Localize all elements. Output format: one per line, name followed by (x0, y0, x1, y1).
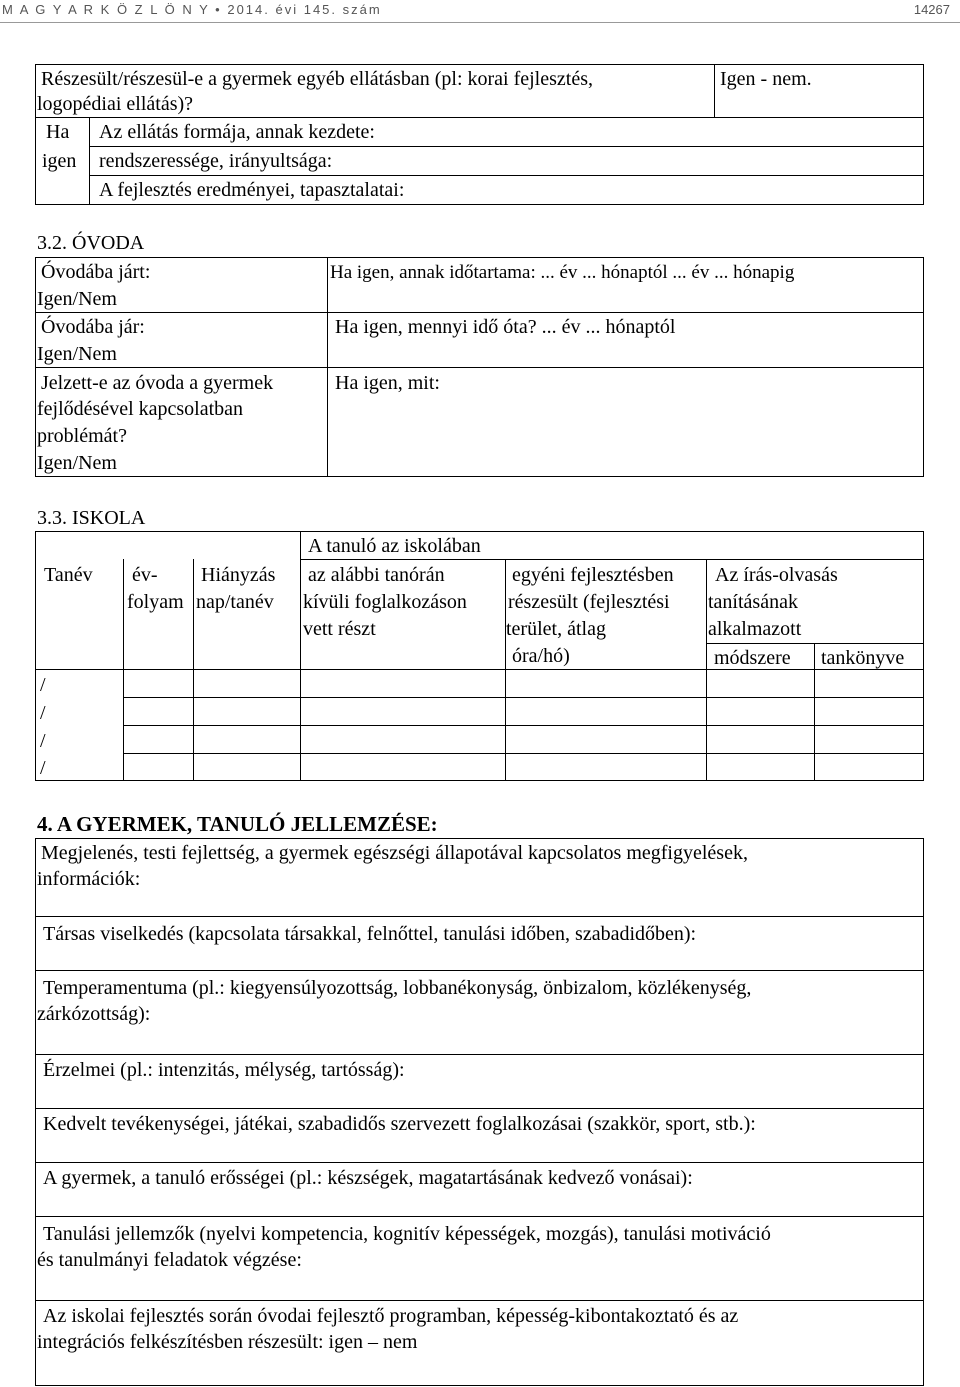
school-program-field-cont[interactable]: integrációs felkészítésben részesült: igen – nem (37, 1331, 418, 1353)
page-header (0, 0, 960, 22)
appearance-field-cont: információk: (37, 868, 141, 890)
kindergarten-attending-label: Óvodába jár: (41, 316, 145, 338)
if-yes-label-cont: igen (42, 150, 77, 172)
divider (35, 970, 924, 971)
divider (123, 697, 924, 698)
other-care-question-cont: logopédiai ellátás)? (37, 93, 194, 115)
learning-traits-field-cont: és tanulmányi feladatok végzése: (37, 1249, 302, 1271)
temperament-field[interactable]: Temperamentuma (pl.: kiegyensúlyozottság, lobbanékonyság, önbizalom, közlékenység, (43, 977, 752, 999)
emotions-field[interactable]: Érzelmei (pl.: intenzitás, mélység, tartósság): (43, 1059, 405, 1081)
kindergarten-since-field[interactable]: Ha igen, mennyi idő óta? ... év ... hónaptól (335, 316, 676, 338)
table-row[interactable]: / (40, 674, 46, 696)
school-group-header: A tanuló az iskolában (308, 535, 481, 557)
care-results-field[interactable]: A fejlesztés eredményei, tapasztalatai: (99, 179, 405, 201)
kindergarten-problem-what-field[interactable]: Ha igen, mit: (335, 372, 440, 394)
col-absence-cont: nap/tanév (196, 591, 274, 613)
social-behavior-field[interactable]: Társas viselkedés (kapcsolata társakkal, felnőttel, tanulási időben, szabadidőben): (43, 923, 697, 945)
divider (814, 643, 815, 780)
col-individual-dev-3: terület, átlag (506, 618, 606, 640)
divider (300, 531, 301, 780)
kindergarten-duration-field[interactable]: Ha igen, annak időtartama: ... év ... hónaptól ... év ... hónapig (330, 262, 795, 283)
col-individual-dev-4: óra/hó) (512, 645, 570, 667)
divider (35, 1300, 924, 1301)
divider (714, 64, 715, 118)
care-form-field[interactable]: Az ellátás formája, annak kezdete: (99, 121, 375, 143)
col-literacy-2: tanításának (708, 591, 798, 613)
col-textbook: tankönyve (821, 647, 905, 669)
journal-title (2, 2, 382, 17)
activities-field[interactable]: Kedvelt tevékenységei, játékai, szabadidős szervezett foglalkozásai (szakkör, sport, stb.): (43, 1113, 756, 1135)
col-individual-dev: egyéni fejlesztésben (512, 564, 674, 586)
kindergarten-attended-yesno[interactable]: Igen/Nem (37, 288, 117, 310)
school-title: 3.3. ISKOLA (37, 507, 146, 529)
divider (35, 1054, 924, 1055)
strengths-field[interactable]: A gyermek, a tanuló erősségei (pl.: készségek, magatartásának kedvező vonásai): (43, 1167, 693, 1189)
divider (35, 1216, 924, 1217)
table-row[interactable]: / (40, 730, 46, 752)
other-care-question: Részesült/részesül-e a gyermek egyéb ellátásban (pl: korai fejlesztés, (41, 68, 593, 90)
page-number: 14267 (913, 2, 950, 17)
divider (35, 1162, 924, 1163)
kindergarten-problem-label-3: problémát? (37, 425, 127, 447)
divider (89, 146, 924, 147)
kindergarten-problem-label: Jelzett-e az óvoda a gyermek (41, 372, 274, 394)
if-yes-label: Ha (46, 121, 70, 143)
divider (35, 1108, 924, 1109)
kindergarten-problem-yesno[interactable]: Igen/Nem (37, 452, 117, 474)
kindergarten-title: 3.2. ÓVODA (37, 232, 145, 254)
divider (89, 117, 90, 204)
school-program-field[interactable]: Az iskolai fejlesztés során óvodai fejlesztő programban, képesség-kibontakoztató és az (43, 1305, 739, 1327)
learning-traits-field[interactable]: Tanulási jellemzők (nyelvi kompetencia, kognitív képességek, mozgás), tanulási motiváció (43, 1223, 771, 1245)
divider (123, 725, 924, 726)
header-divider (0, 22, 960, 23)
col-literacy-3: alkalmazott (708, 618, 802, 640)
divider (35, 916, 924, 917)
journal-name: M A G Y A R K Ö Z L Ö N Y (2, 2, 210, 17)
kindergarten-attended-label: Óvodába járt: (41, 261, 151, 283)
issue-label: 2014. évi 145. szám (227, 2, 382, 17)
divider (89, 175, 924, 176)
divider (35, 367, 924, 368)
col-extracurricular-2: kívüli foglalkozáson (303, 591, 467, 613)
divider (123, 753, 924, 754)
temperament-field-cont: zárkózottság): (37, 1003, 151, 1025)
col-extracurricular-3: vett részt (303, 618, 376, 640)
characterization-title: 4. A GYERMEK, TANULÓ JELLEMZÉSE: (37, 812, 438, 836)
divider (35, 669, 924, 670)
col-extracurricular: az alábbi tanórán (308, 564, 445, 586)
divider (35, 312, 924, 313)
kindergarten-attending-yesno[interactable]: Igen/Nem (37, 343, 117, 365)
kindergarten-problem-label-2: fejlődésével kapcsolatban (37, 398, 244, 420)
col-absence: Hiányzás (201, 564, 276, 586)
divider (706, 643, 924, 644)
col-grade: év- (132, 564, 158, 586)
col-individual-dev-2: részesült (fejlesztési (508, 591, 670, 613)
other-care-answer[interactable]: Igen - nem. (720, 68, 812, 90)
care-regularity-field[interactable]: rendszeressége, irányultsága: (99, 150, 333, 172)
appearance-field[interactable]: Megjelenés, testi fejlettség, a gyermek egészségi állapotával kapcsolatos megfigyelések, (41, 842, 748, 864)
table-row[interactable]: / (40, 757, 46, 779)
col-method: módszere (714, 647, 791, 669)
table-row[interactable]: / (40, 702, 46, 724)
col-school-year: Tanév (44, 564, 93, 586)
bullet-icon: • (215, 2, 222, 17)
col-grade-cont: folyam (127, 591, 184, 613)
col-literacy: Az írás-olvasás (715, 564, 838, 586)
